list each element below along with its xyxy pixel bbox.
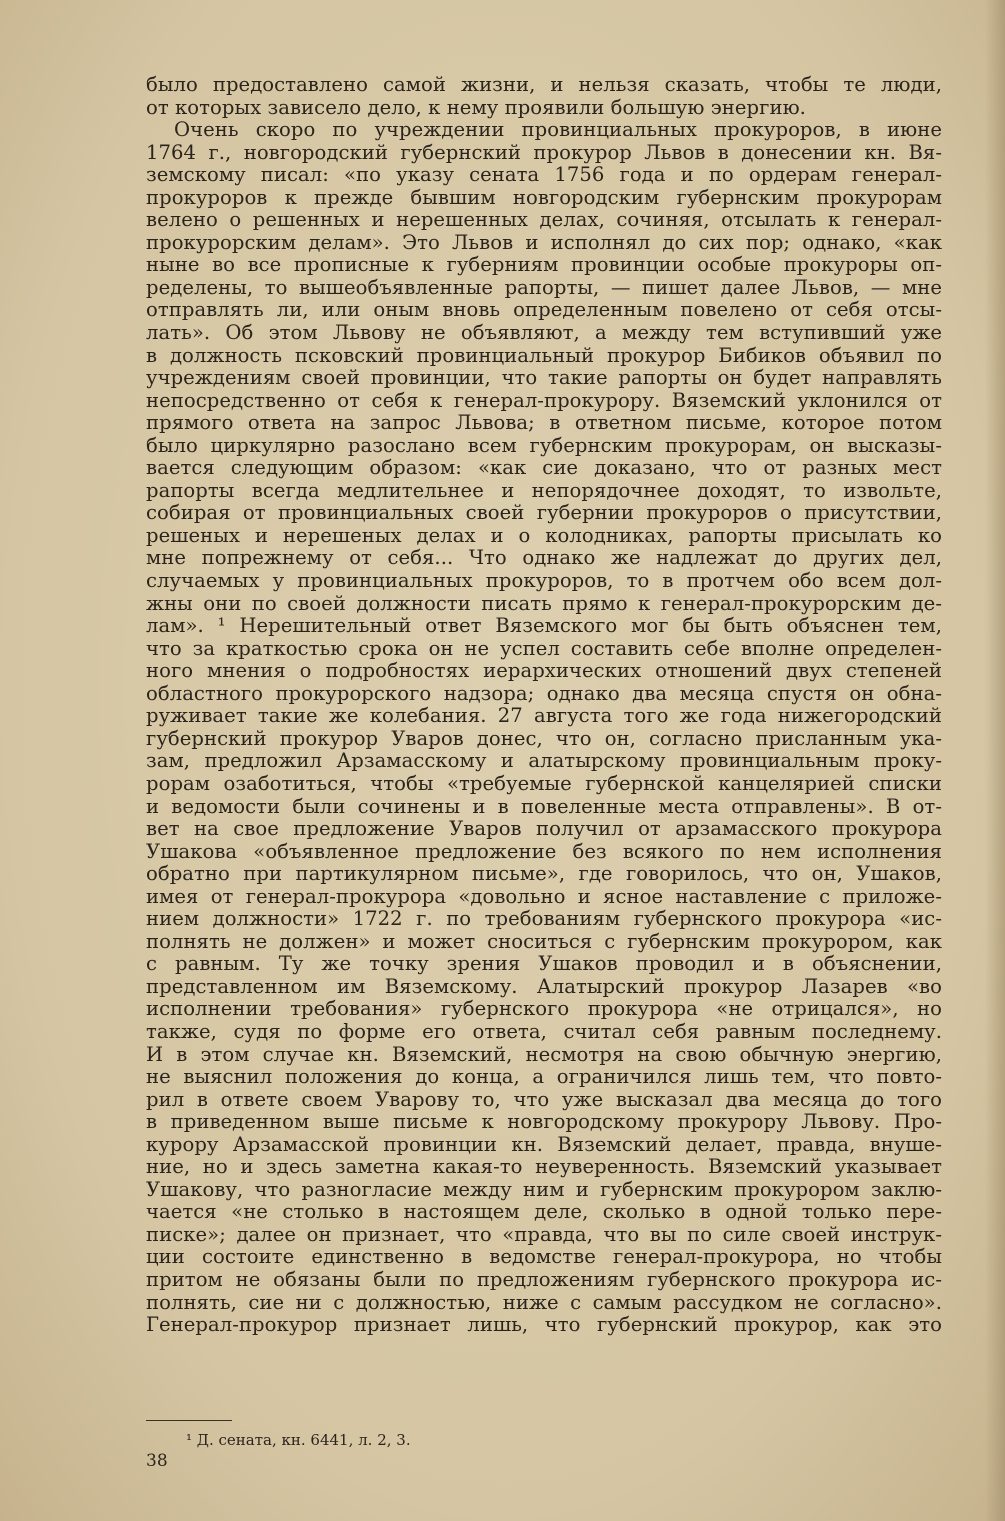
text-line: в приведенном выше письме к новгородскому прокурору Львову. Про- [146, 1110, 942, 1134]
body-text [146, 74, 942, 1337]
text-line: непосредственно от себя к генерал-прокурору. Вяземский уклонился от [146, 388, 942, 412]
text-line: вается следующим образом: «как сие доказано, что от разных мест [146, 456, 942, 480]
text-line: прямого ответа на запрос Львова; в ответном письме, которое потом [146, 411, 942, 435]
text-line: писке»; далее он признает, что «правда, что вы по силе своей инструк- [146, 1222, 942, 1246]
text-line: решеных и нерешеных делах и о колодниках, рапорты присылать ко [146, 523, 942, 547]
text-line: полнять не должен» и может сноситься с губернским прокурором, как [146, 929, 942, 953]
text-line: Очень скоро по учреждении провинциальных прокуроров, в июне [174, 118, 942, 142]
page-edge-shadow [985, 0, 1005, 1521]
text-line: что за краткостью срока он не успел составить себе вполне определен- [146, 636, 942, 660]
text-line: было циркулярно разослано всем губернским прокурорам, он высказы- [146, 433, 942, 457]
text-line: в должность псковский провинциальный прокурор Бибиков объявил по [146, 343, 942, 367]
text-line: притом не обязаны были по предложениям губернского прокурора ис- [146, 1267, 942, 1291]
text-line: полнять, сие ни с должностью, ниже с самым рассудком не согласно». [146, 1290, 942, 1314]
text-line: представленном им Вяземскому. Алатырский прокурор Лазарев «во [146, 974, 942, 998]
footnote-separator [146, 1420, 232, 1421]
text-line: мне попрежнему от себя... Что однако же надлежат до других дел, [146, 546, 942, 570]
text-line: ного мнения о подробностях иерархических отношений двух степеней [146, 659, 942, 683]
text-line: 1764 г., новгородский губернский прокурор Львов в донесении кн. Вя- [146, 140, 942, 164]
text-line: рорам озаботиться, чтобы «требуемые губернской канцелярией списки [146, 771, 942, 795]
text-line: отправлять ли, или оным вновь определенным повелено от себя отсы- [146, 298, 942, 322]
text-line: и ведомости были сочинены и в повеленные места отправлены». В от- [146, 794, 942, 818]
text-line: нием должности» 1722 г. по требованиям губернского прокурора «ис- [146, 907, 942, 931]
text-line: прокурорским делам». Это Львов и исполнял до сих пор; однако, «как [146, 230, 942, 254]
footnote: ¹ Д. сената, кн. 6441, л. 2, 3. [186, 1431, 411, 1449]
text-line: случаемых у провинциальных прокуроров, то в протчем обо всем дол- [146, 569, 942, 593]
text-line: жны они по своей должности писать прямо к генерал-прокурорским де- [146, 591, 942, 615]
text-line: учреждениям своей провинции, что такие рапорты он будет направлять [146, 366, 942, 390]
text-line: имея от генерал-прокурора «довольно и ясное наставление с приложе- [146, 884, 942, 908]
text-line: рапорты всегда медлительнее и непорядочнее доходят, то извольте, [146, 478, 942, 502]
text-line: велено о решенных и нерешенных делах, сочиняя, отсылать к генерал- [146, 208, 942, 232]
text-line: Генерал-прокурор признает лишь, что губернский прокурор, как это [146, 1313, 942, 1337]
text-line: областного прокурорского надзора; однако два месяца спустя он обна- [146, 681, 942, 705]
text-line: от которых зависело дело, к нему проявили большую энергию. [146, 95, 806, 119]
text-line: не выяснил положения до конца, а ограничился лишь тем, что повто- [146, 1065, 942, 1089]
text-line: лать». Об этом Львову не объявляют, а между тем вступивший уже [146, 321, 942, 345]
text-line: И в этом случае кн. Вяземский, несмотря на свою обычную энергию, [146, 1042, 942, 1066]
text-line: прокуроров к прежде бывшим новгородским губернским прокурорам [146, 185, 942, 209]
text-line: губернский прокурор Уваров донес, что он, согласно присланным ука- [146, 726, 942, 750]
text-line: лам». ¹ Нерешительный ответ Вяземского мог бы быть объяснен тем, [146, 614, 942, 638]
page-number: 38 [146, 1451, 168, 1471]
text-line: исполнении требования» губернского прокурора «не отрицался», но [146, 997, 942, 1021]
text-line: Ушакову, что разногласие между ним и губернским прокурором заклю- [146, 1177, 942, 1201]
text-line: ределены, то вышеобъявленные рапорты, — пишет далее Львов, — мне [146, 275, 942, 299]
text-line: Ушакова «объявленное предложение без всякого по нем исполнения [146, 839, 942, 863]
text-line: обратно при партикулярном письме», где говорилось, что он, Ушаков, [146, 862, 942, 886]
text-line: ции состоите единственно в ведомстве генерал-прокурора, но чтобы [146, 1245, 942, 1269]
text-line: ние, но и здесь заметна какая-то неуверенность. Вяземский указывает [146, 1155, 942, 1179]
text-line: руживает такие же колебания. 27 августа того же года нижегородский [146, 704, 942, 728]
text-line: зам, предложил Арзамасскому и алатырскому провинциальным проку- [146, 749, 942, 773]
text-line: было предоставлено самой жизни, и нельзя сказать, чтобы те люди, [146, 73, 942, 96]
text-line: курору Арзамасской провинции кн. Вяземский делает, правда, внуше- [146, 1132, 942, 1156]
text-line: рил в ответе своем Уварову то, что уже высказал два месяца до того [146, 1087, 942, 1111]
text-line: вет на свое предложение Уваров получил от арзамасского прокурора [146, 817, 942, 841]
text-line: с равным. Ту же точку зрения Ушаков проводил и в объяснении, [146, 952, 942, 976]
text-line: чается «не столько в настоящем деле, сколько в одной только пере- [146, 1200, 942, 1224]
text-line: также, судя по форме его ответа, считал себя равным последнему. [146, 1019, 942, 1043]
text-line: собирая от провинциальных своей губернии прокуроров о присутствии, [146, 501, 942, 525]
text-line: ныне во все прописные к губерниям провинции особые прокуроры оп- [146, 253, 942, 277]
text-line: земскому писал: «по указу сената 1756 года и по ордерам генерал- [146, 163, 942, 187]
